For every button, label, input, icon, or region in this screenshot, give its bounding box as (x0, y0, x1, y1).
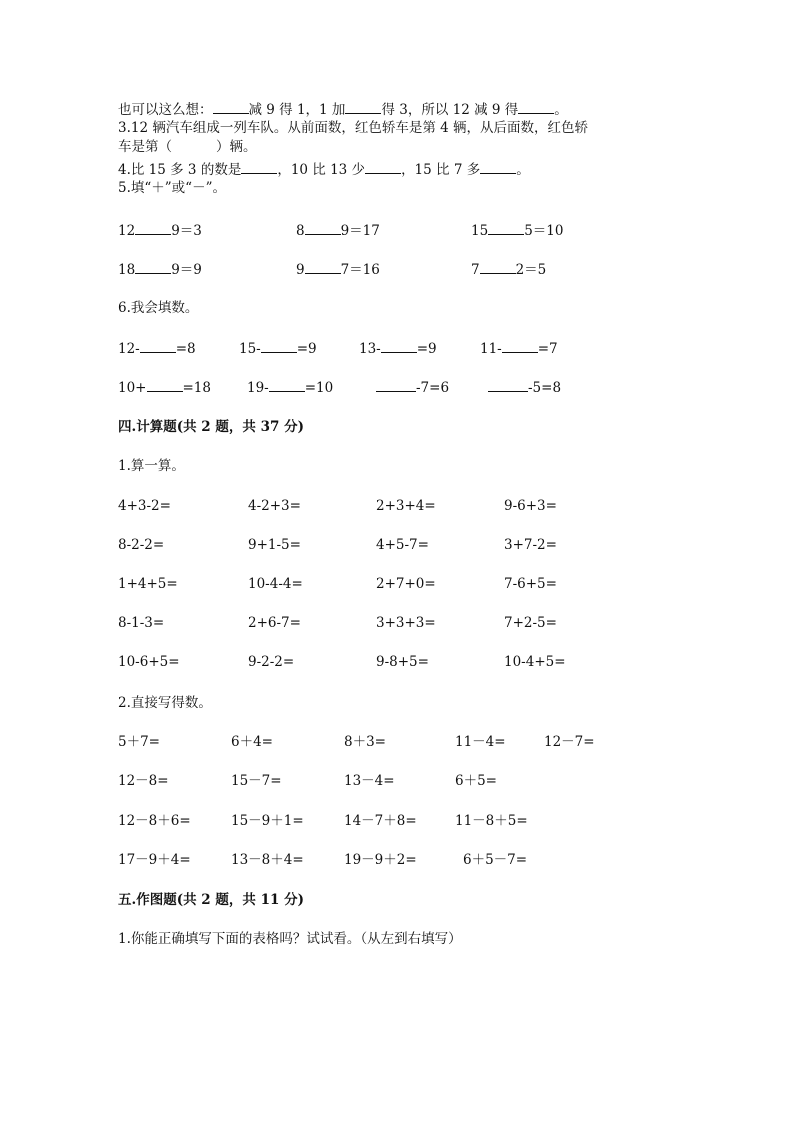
calc-expression: 9+1-5= (248, 537, 301, 553)
q6-item: 12- =8 (118, 341, 196, 357)
direct-expression: 12－8= (118, 773, 169, 789)
answer-blank[interactable] (365, 160, 401, 174)
direct-expression: 6＋5－7= (463, 852, 528, 868)
answer-blank[interactable] (381, 339, 417, 353)
section-5-q1-title: 1.你能正确填写下面的表格吗？试试看。（从左到右填写） (118, 931, 462, 947)
direct-expression: 11－4= (455, 734, 506, 750)
direct-expression: 5＋7= (118, 734, 160, 750)
q5-item: 9 7＝16 (296, 262, 380, 278)
direct-expression: 12－8＋6= (118, 813, 191, 829)
direct-answer-row (0, 772, 794, 790)
q6-item: 10+ =18 (118, 380, 211, 396)
calc-row (0, 653, 794, 671)
q6-row-1 (0, 339, 794, 357)
operator-blank[interactable] (488, 221, 524, 235)
answer-blank[interactable] (345, 100, 381, 114)
q3-text-b: ）辆。 (216, 139, 257, 155)
answer-blank[interactable] (241, 160, 277, 174)
q5-item: 8 9＝17 (296, 223, 380, 239)
calc-row (0, 614, 794, 632)
answer-blank[interactable] (518, 100, 554, 114)
q6-item: 11- =7 (480, 341, 558, 357)
answer-blank[interactable] (488, 378, 528, 392)
calc-expression: 9-2-2= (248, 654, 295, 670)
q3-line-2 (118, 138, 257, 156)
calc-row (0, 575, 794, 593)
q4-text-1: 4.比 15 多 3 的数是 (118, 162, 242, 178)
answer-blank[interactable] (140, 339, 176, 353)
section-4-q1-title: 1.算一算。 (118, 458, 185, 474)
calc-expression: 9-6+3= (504, 498, 557, 514)
direct-answer-row (0, 733, 794, 751)
q6-item: 15- =9 (239, 341, 317, 357)
calc-expression: 10-4+5= (504, 654, 566, 670)
operator-blank[interactable] (480, 260, 516, 274)
q5-item: 15 5＝10 (471, 223, 564, 239)
q5-item: 18 9＝9 (118, 262, 202, 278)
calc-expression: 7+2-5= (504, 615, 557, 631)
operator-blank[interactable] (305, 260, 341, 274)
direct-expression: 15－7= (231, 773, 282, 789)
calc-expression: 7-6+5= (504, 576, 557, 592)
q6-title: 6.我会填数。 (118, 300, 199, 316)
answer-blank[interactable] (261, 339, 297, 353)
answer-blank[interactable] (213, 100, 249, 114)
calc-expression: 2+7+0= (376, 576, 436, 592)
section-4-heading: 四.计算题(共 2 题，共 37 分) (118, 419, 304, 435)
q5-row-2 (0, 260, 794, 278)
answer-blank[interactable] (480, 160, 516, 174)
direct-answer-row (0, 851, 794, 869)
calc-expression: 8-2-2= (118, 537, 165, 553)
direct-expression: 15－9＋1= (231, 813, 304, 829)
q6-item: -5=8 (488, 378, 561, 397)
calc-expression: 1+4+5= (118, 576, 178, 592)
direct-expression: 11－8＋5= (455, 813, 528, 829)
calc-expression: 10-4-4= (248, 576, 303, 592)
direct-expression: 17－9＋4= (118, 852, 191, 868)
calc-row (0, 536, 794, 554)
direct-expression: 12－7= (544, 734, 595, 750)
q6-item: -7=6 (376, 378, 449, 397)
answer-blank[interactable] (376, 378, 416, 392)
section-5-heading: 五.作图题(共 2 题，共 11 分) (118, 892, 304, 908)
calc-expression: 9-8+5= (376, 654, 429, 670)
direct-expression: 14－7＋8= (344, 813, 417, 829)
q2-text-1: 也可以这么想： (118, 102, 213, 118)
q6-item: 13- =9 (359, 341, 437, 357)
q2-explanation-line (118, 100, 568, 119)
q2-text-3: 得 3，所以 12 减 9 得 (381, 102, 519, 118)
calc-expression: 3+3+3= (376, 615, 436, 631)
q4-text-4: 。 (516, 162, 530, 178)
calc-expression: 4+5-7= (376, 537, 429, 553)
q6-row-2 (0, 378, 794, 396)
section-4-q2-title: 2.直接写得数。 (118, 695, 212, 711)
calc-expression: 3+7-2= (504, 537, 557, 553)
calc-expression: 4-2+3= (248, 498, 301, 514)
q4-line (118, 160, 530, 179)
direct-expression: 8＋3= (344, 734, 386, 750)
q6-item: 19- =10 (247, 380, 334, 396)
operator-blank[interactable] (305, 221, 341, 235)
answer-blank[interactable] (502, 339, 538, 353)
calc-expression: 10-6+5= (118, 654, 180, 670)
direct-expression: 13－8＋4= (231, 852, 304, 868)
q4-text-2: ，10 比 13 少 (277, 162, 366, 178)
answer-blank[interactable] (269, 378, 305, 392)
calc-expression: 4+3-2= (118, 498, 171, 514)
calc-expression: 8-1-3= (118, 615, 165, 631)
direct-expression: 19－9＋2= (344, 852, 417, 868)
direct-expression: 6＋4= (231, 734, 273, 750)
calc-expression: 2+3+4= (376, 498, 436, 514)
direct-expression: 6＋5= (455, 773, 497, 789)
calc-expression: 2+6-7= (248, 615, 301, 631)
operator-blank[interactable] (135, 260, 171, 274)
q2-text-4: 。 (554, 102, 568, 118)
q5-item: 12 9＝3 (118, 223, 202, 239)
q5-item: 7 2＝5 (471, 262, 547, 278)
calc-row (0, 497, 794, 515)
direct-expression: 13－4= (344, 773, 395, 789)
q2-text-2: 减 9 得 1，1 加 (248, 102, 346, 118)
answer-blank[interactable] (147, 378, 183, 392)
q3-line-1: 3.12 辆汽车组成一列车队。从前面数，红色轿车是第 4 辆，从后面数，红色轿 (118, 120, 589, 136)
q5-title: 5.填“＋”或“－”。 (118, 180, 226, 196)
q3-text-a: 车是第（ (118, 139, 172, 155)
operator-blank[interactable] (135, 221, 171, 235)
q4-text-3: ，15 比 7 多 (401, 162, 481, 178)
q5-row-1 (0, 221, 794, 239)
direct-answer-row (0, 812, 794, 830)
